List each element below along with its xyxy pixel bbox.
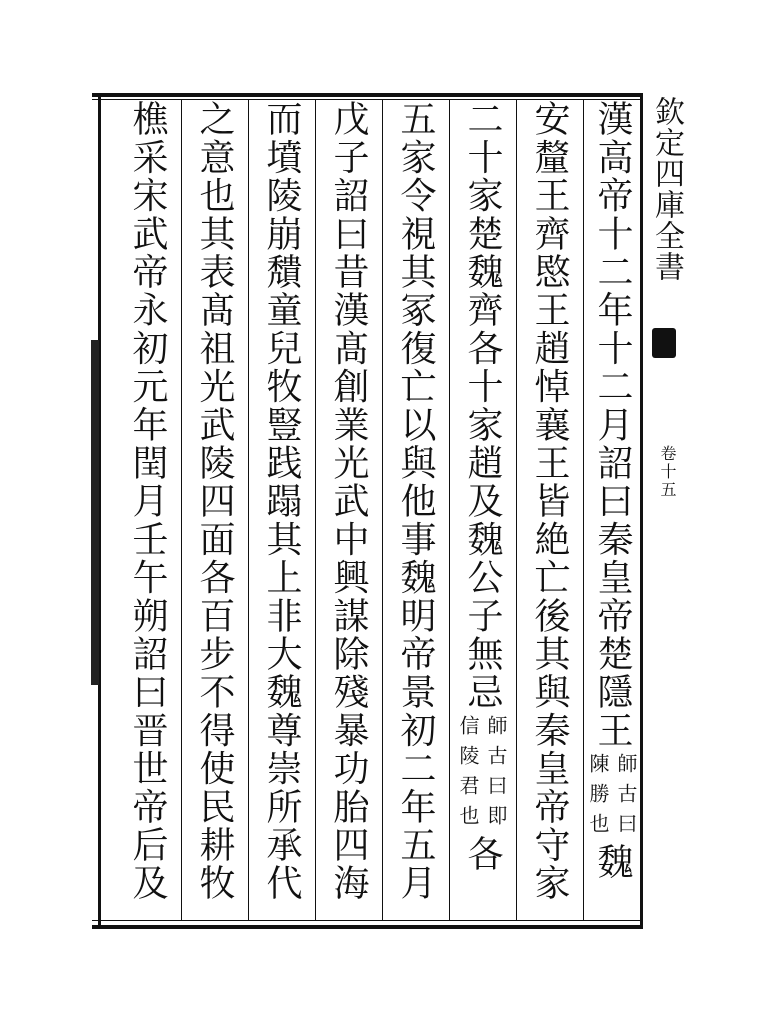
bottom-border-thick xyxy=(92,925,640,929)
column-divider xyxy=(583,99,584,921)
column-main-text: 漢高帝十二年十二月詔曰秦皇帝楚隱王 xyxy=(592,100,633,750)
bottom-border-thin xyxy=(92,920,640,921)
interlinear-note xyxy=(587,753,637,843)
column-divider xyxy=(516,99,517,921)
text-column-6: 而墳陵崩穨童兒牧豎践蹋其上非大魏尊崇所承代 xyxy=(261,100,302,903)
note-right-line: 師古曰即 xyxy=(484,715,508,836)
text-column-2: 安釐王齊愍王趙悼襄王皆絶亡後其與秦皇帝守家 xyxy=(529,100,570,903)
text-column-5: 戊子詔曰昔漢髙創業光武中興謀除殘暴功胎四海 xyxy=(328,100,369,903)
left-margin-bar xyxy=(91,340,99,685)
column-divider xyxy=(248,99,249,921)
column-divider xyxy=(449,99,450,921)
text-column-7: 之意也其表髙祖光武陵四面各百步不得使民耕牧 xyxy=(194,100,235,903)
column-tail-text: 各 xyxy=(462,835,503,874)
top-border-thick xyxy=(92,93,640,97)
text-column-3 xyxy=(457,100,507,873)
text-column-1 xyxy=(587,100,637,882)
column-main-text: 二十家楚魏齊各十家趙及魏公子無忌 xyxy=(462,100,503,712)
column-divider xyxy=(315,99,316,921)
column-divider xyxy=(382,99,383,921)
column-divider xyxy=(181,99,182,921)
column-tail-text: 魏 xyxy=(592,843,633,882)
volume-label: 卷十五 xyxy=(658,445,677,499)
fish-tail-mark xyxy=(652,328,676,358)
note-left-line: 信陵君也 xyxy=(456,715,480,836)
text-column-8: 樵采宋武帝永初元年閏月壬午朔詔曰晋世帝后及 xyxy=(127,100,168,903)
text-column-4: 五家令視其冢復亡以與他事魏明帝景初二年五月 xyxy=(395,100,436,903)
interlinear-note xyxy=(457,715,507,835)
note-right-line: 師古曰 xyxy=(614,753,638,844)
note-left-line: 陳勝也 xyxy=(586,753,610,844)
right-border xyxy=(640,93,643,929)
book-title-margin: 欽定四庫全書 xyxy=(649,96,684,282)
